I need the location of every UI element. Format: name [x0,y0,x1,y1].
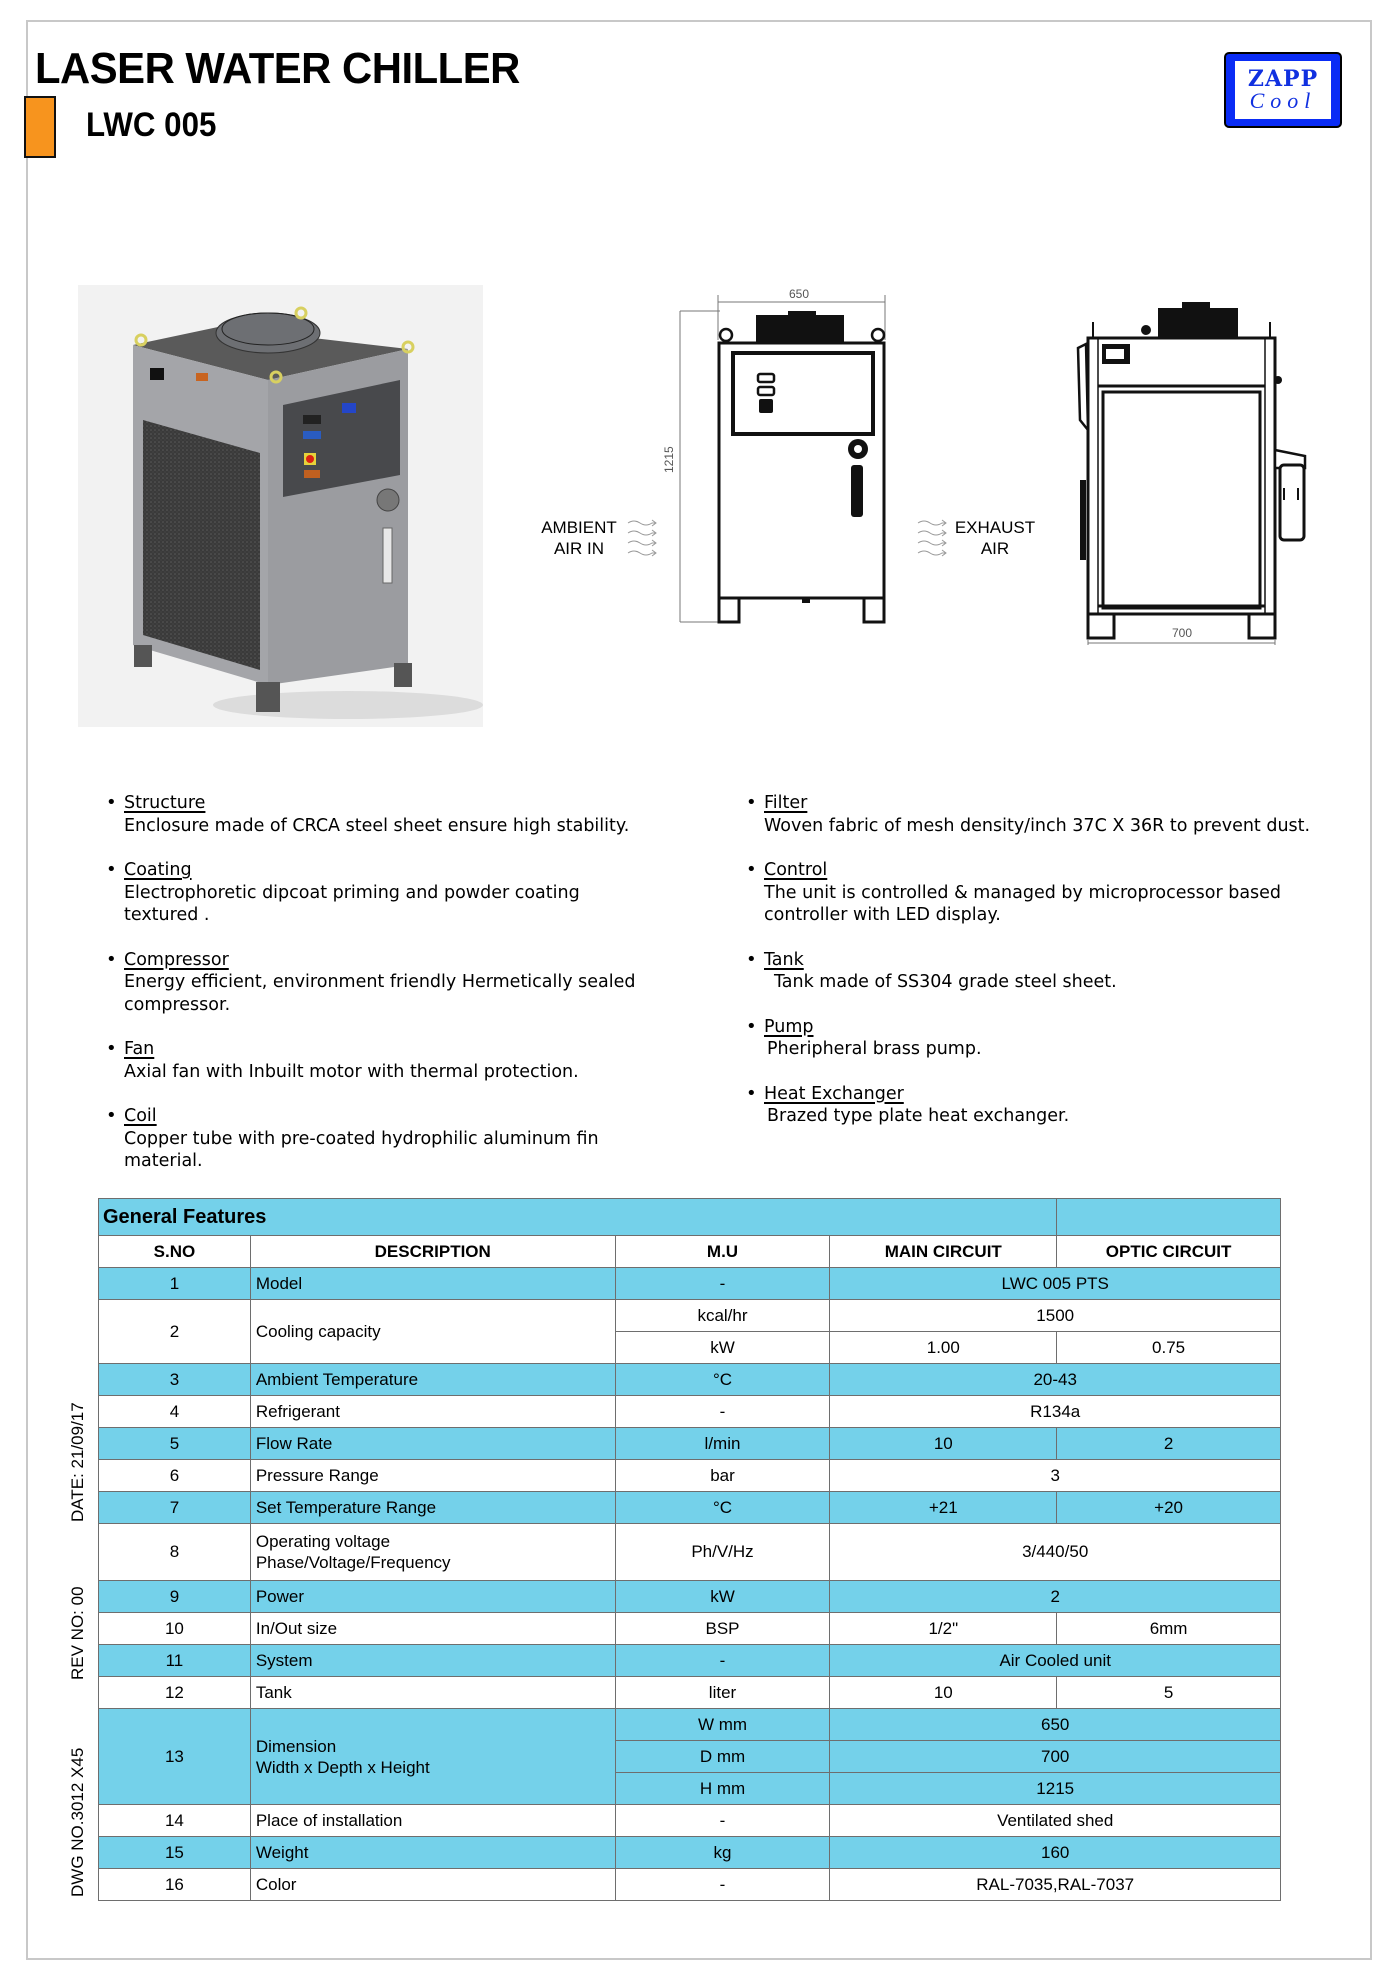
cell-sno: 7 [99,1492,251,1524]
chiller-3d-illustration [78,285,483,727]
cell-sno: 16 [99,1869,251,1901]
features-right-list [740,792,1320,1150]
feature-heading: Filter [764,793,808,813]
cell-description: In/Out size [250,1613,615,1645]
feature-text: Woven fabric of mesh density/inch 37C X 36R to prevent dust. [764,815,1311,836]
cell-description: System [250,1645,615,1677]
cell-value: 1215 [830,1773,1281,1805]
cell-mu: °C [615,1364,830,1396]
feature-text: Pheripheral brass pump. [767,1039,982,1059]
cell-mu: H mm [615,1773,830,1805]
cell-main: 10 [830,1677,1057,1709]
cell-description-line-1: Dimension [255,1736,337,1756]
cell-mu: liter [615,1677,830,1709]
feature-heading: Fan [124,1039,155,1059]
cell-sno: 5 [99,1428,251,1460]
ambient-air-line-1: AMBIENT [541,518,617,537]
logo-text-bottom: Cool [1249,88,1317,113]
table-section-header [99,1199,1281,1236]
feature-item [100,1105,660,1173]
col-header-mu: M.U [615,1236,830,1268]
depth-dimension-label: 700 [1172,626,1193,640]
feature-item [100,1038,700,1083]
cell-value: 3 [830,1460,1281,1492]
cell-mu: - [615,1805,830,1837]
cell-mu: bar [615,1460,830,1492]
cell-sno: 14 [99,1805,251,1837]
zapp-cool-logo [1224,52,1342,128]
cell-description: Ambient Temperature [250,1364,615,1396]
cell-sno: 4 [99,1396,251,1428]
cell-description: Tank [250,1677,615,1709]
col-header-description: DESCRIPTION [250,1236,615,1268]
feature-text: Electrophoretic dipcoat priming and powder coating textured . [124,882,580,925]
cell-sno: 2 [99,1300,251,1364]
feature-heading: Heat Exchanger [764,1083,904,1104]
feature-item [100,949,700,1017]
cell-description: Model [250,1268,615,1300]
table-row [99,1460,1281,1492]
cell-description: Cooling capacity [250,1300,615,1364]
drawing-number-label: DWG NO.3012 X45 [68,1747,87,1897]
table-row [99,1396,1281,1428]
feature-item [740,949,1320,994]
cell-mu: kW [615,1581,830,1613]
cell-description: Color [250,1869,615,1901]
cell-sno: 9 [99,1581,251,1613]
cell-mu: l/min [615,1428,830,1460]
table-row [99,1677,1281,1709]
feature-heading: Pump [764,1016,814,1037]
cell-mu: kcal/hr [615,1300,830,1332]
height-dimension-label: 1215 [662,446,676,473]
cell-value: 650 [830,1709,1281,1741]
cell-description-line-1: Operating voltage [255,1532,391,1551]
col-header-main-circuit: MAIN CIRCUIT [830,1236,1057,1268]
cell-sno: 11 [99,1645,251,1677]
cell-main: 1.00 [830,1332,1057,1364]
cell-value: 160 [830,1837,1281,1869]
cell-value: LWC 005 PTS [830,1268,1281,1300]
cell-description: Weight [250,1837,615,1869]
feature-item [100,792,700,837]
table-row [99,1364,1281,1396]
feature-heading: Coating [124,860,192,880]
feature-heading: Coil [124,1106,157,1126]
table-row [99,1613,1281,1645]
cell-description: Power [250,1581,615,1613]
col-header-sno: S.NO [99,1236,251,1268]
cell-optic: 6mm [1057,1613,1281,1645]
table-row [99,1524,1281,1581]
model-subtitle: LWC 005 [86,106,217,144]
features-left-list [100,792,700,1195]
revision-label: REV NO: 00 [68,1586,87,1680]
table-row [99,1709,1281,1741]
width-dimension-label: 650 [789,287,810,301]
cell-mu: BSP [615,1613,830,1645]
cell-sno: 15 [99,1837,251,1869]
logo-text-top: ZAPP [1247,66,1319,92]
cell-description: Refrigerant [250,1396,615,1428]
feature-item [740,1083,1320,1128]
cell-mu: °C [615,1492,830,1524]
feature-heading: Tank [764,949,804,970]
cell-mu: kW [615,1332,830,1364]
general-features-table [98,1198,1281,1901]
date-label: DATE: 21/09/17 [68,1402,87,1522]
cell-description: Pressure Range [250,1460,615,1492]
product-render-image [78,285,483,727]
table-row [99,1300,1281,1332]
cell-description: Set Temperature Range [250,1492,615,1524]
feature-text: Tank made of SS304 grade steel sheet. [774,972,1117,992]
page-title: LASER WATER CHILLER [35,44,520,93]
col-header-optic-circuit: OPTIC CIRCUIT [1057,1236,1281,1268]
table-row [99,1837,1281,1869]
exhaust-air-line-2: AIR [980,539,1010,558]
section-title-blank [1057,1199,1281,1236]
table-row [99,1268,1281,1300]
feature-heading: Control [764,860,828,880]
cell-value: Air Cooled unit [830,1645,1281,1677]
front-view-drawing [660,285,900,630]
feature-text: Enclosure made of CRCA steel sheet ensure high stability. [124,815,630,836]
accent-marker [24,96,56,158]
cell-description: Flow Rate [250,1428,615,1460]
cell-main: 1/2" [830,1613,1057,1645]
side-view-drawing [1070,300,1315,645]
feature-item [740,859,1320,927]
cell-description-line-2: Phase/Voltage/Frequency [255,1553,451,1572]
air-flow-in-icon [626,517,660,559]
cell-value: 3/440/50 [830,1524,1281,1581]
cell-value: RAL-7035,RAL-7037 [830,1869,1281,1901]
cell-mu: D mm [615,1741,830,1773]
cell-description [250,1709,615,1805]
feature-item [100,859,640,927]
table-row [99,1805,1281,1837]
cell-value: R134a [830,1396,1281,1428]
cell-sno: 1 [99,1268,251,1300]
feature-text: Energy efficient, environment friendly Hermetically sealed compressor. [124,972,636,1015]
cell-value: 700 [830,1741,1281,1773]
cell-optic: 2 [1057,1428,1281,1460]
cell-description: Place of installation [250,1805,615,1837]
cell-sno: 8 [99,1524,251,1581]
table-column-headers [99,1236,1281,1268]
cell-sno: 12 [99,1677,251,1709]
feature-text: Copper tube with pre-coated hydrophilic aluminum fin material. [124,1128,599,1171]
section-title: General Features [99,1199,1057,1236]
cell-sno: 6 [99,1460,251,1492]
cell-mu: Ph/V/Hz [615,1524,830,1581]
cell-mu: - [615,1396,830,1428]
cell-sno: 13 [99,1709,251,1805]
cell-description [250,1524,615,1581]
cell-description-line-2: Width x Depth x Height [255,1757,430,1777]
cell-value: Ventilated shed [830,1805,1281,1837]
table-row [99,1645,1281,1677]
cell-mu: - [615,1645,830,1677]
table-row [99,1428,1281,1460]
cell-value: 20-43 [830,1364,1281,1396]
table-row [99,1869,1281,1901]
cell-optic: 5 [1057,1677,1281,1709]
cell-optic: 0.75 [1057,1332,1281,1364]
air-flow-out-icon [916,517,950,559]
ambient-air-in-label [536,517,622,559]
cell-mu: - [615,1869,830,1901]
table-row [99,1581,1281,1613]
cell-mu: W mm [615,1709,830,1741]
feature-text: Brazed type plate heat exchanger. [767,1106,1070,1126]
cell-sno: 3 [99,1364,251,1396]
cell-optic: +20 [1057,1492,1281,1524]
cell-main: +21 [830,1492,1057,1524]
feature-text: Axial fan with Inbuilt motor with thermal protection. [124,1061,579,1082]
cell-mu: kg [615,1837,830,1869]
table-row [99,1492,1281,1524]
cell-value: 2 [830,1581,1281,1613]
exhaust-air-label [952,517,1038,559]
feature-item [740,1016,1320,1061]
ambient-air-line-2: AIR IN [553,539,605,558]
cell-main: 10 [830,1428,1057,1460]
feature-heading: Compressor [124,949,229,970]
cell-sno: 10 [99,1613,251,1645]
cell-mu: - [615,1268,830,1300]
exhaust-air-line-1: EXHAUST [954,518,1036,537]
feature-text: The unit is controlled & managed by microprocessor based controller with LED display. [764,882,1282,925]
cell-value: 1500 [830,1300,1281,1332]
feature-item [740,792,1320,837]
feature-heading: Structure [124,793,206,813]
